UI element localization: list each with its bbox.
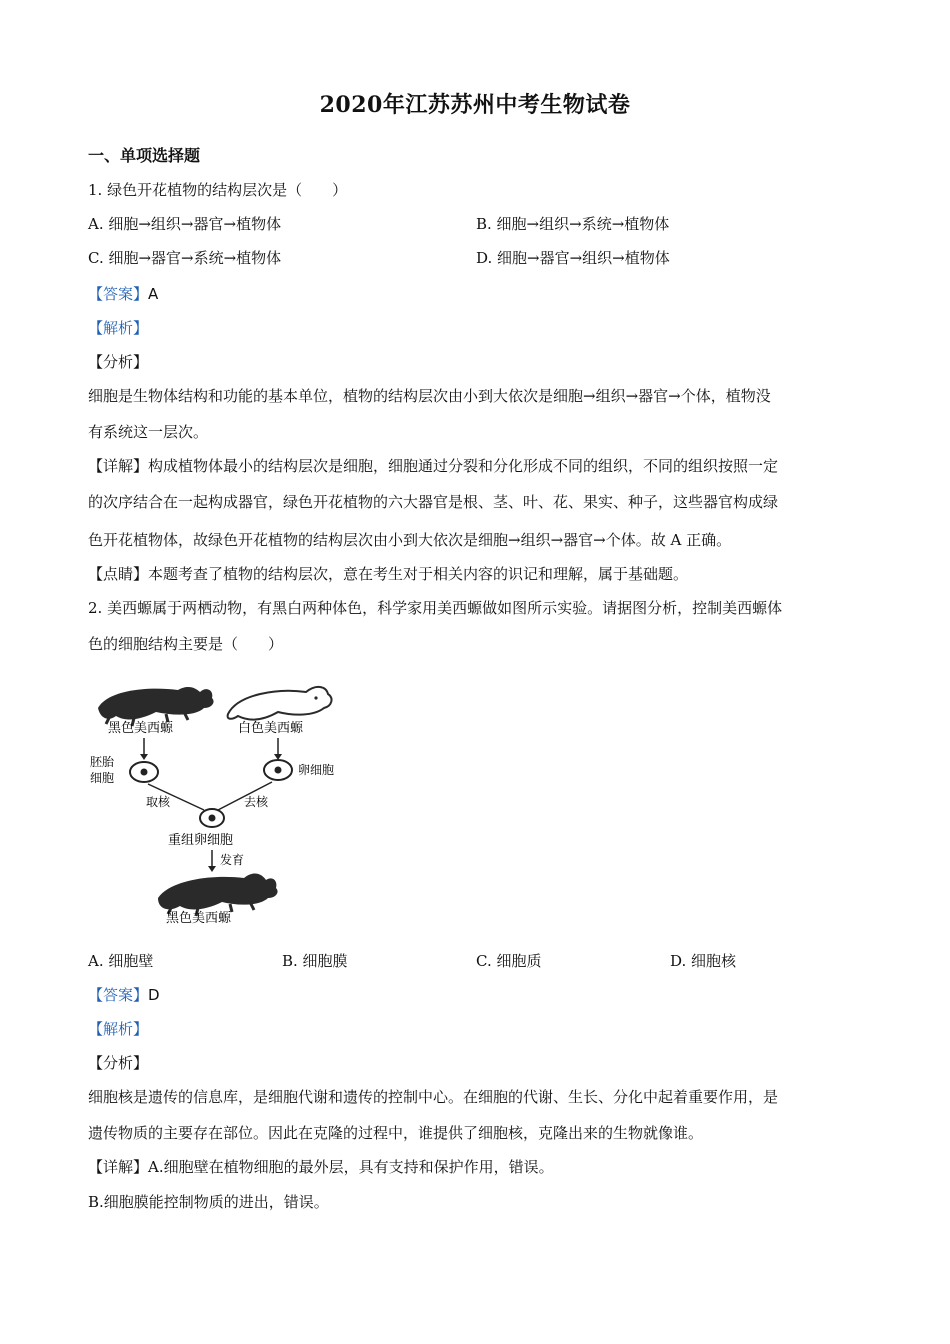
white-axolotl-label: 白色美西螈 (238, 721, 304, 736)
q1-fenxi-line-2: 有系统这一层次。 (88, 423, 209, 441)
q2-fenxi-tag: 【分析】 (88, 1054, 149, 1072)
q1-answer-value: A (148, 285, 159, 303)
q2-option-b: B. 细胞膜 (282, 952, 348, 970)
page-title: 2020年江苏苏州中考生物试卷 (319, 92, 631, 118)
q2-fenxi-line-2: 遗传物质的主要存在部位。因此在克隆的过程中，谁提供了细胞核，克隆出来的生物就像谁。 (88, 1124, 704, 1142)
embryo-cell-icon (130, 762, 158, 782)
q2-stem-line-2: 色的细胞结构主要是（ ） (88, 635, 284, 653)
q1-option-d: D. 细胞→器官→组织→植物体 (476, 249, 670, 267)
axolotl-experiment-figure (88, 676, 358, 932)
q2-jiexi-tag: 【解析】 (88, 1020, 149, 1038)
q1-option-a: A. 细胞→组织→器官→植物体 (88, 215, 282, 233)
q1-dianjing: 【点睛】本题考查了植物的结构层次，意在考生对于相关内容的识记和理解，属于基础题。 (88, 565, 689, 583)
black-axolotl-label: 黑色美西螈 (108, 721, 174, 736)
q2-option-a: A. 细胞壁 (88, 952, 154, 970)
q1-stem: 1. 绿色开花植物的结构层次是（ ） (88, 181, 348, 199)
q2-xiangjie-line-1: 【详解】A.细胞壁在植物细胞的最外层，具有支持和保护作用，错误。 (88, 1158, 554, 1176)
q2-fenxi-line-1: 细胞核是遗传的信息库，是细胞代谢和遗传的控制中心。在细胞的代谢、生长、分化中起着重要作用，是 (88, 1088, 779, 1106)
embryo-label-2: 细胞 (90, 771, 115, 785)
q1-xiangjie-line-3: 色开花植物体，故绿色开花植物的结构层次由小到大依次是细胞→组织→器官→个体。故 A 正确。 (88, 531, 732, 549)
q1-option-c: C. 细胞→器官→系统→植物体 (88, 249, 282, 267)
take-nucleus-label: 取核 (146, 795, 171, 809)
q1-fenxi-line-1: 细胞是生物体结构和功能的基本单位，植物的结构层次由小到大依次是细胞→组织→器官→个体，植物没 (88, 387, 771, 405)
q2-option-d: D. 细胞核 (670, 952, 737, 970)
recombined-egg-icon (200, 809, 224, 827)
remove-nucleus-label: 去核 (244, 795, 269, 809)
q1-fenxi-tag: 【分析】 (88, 353, 149, 371)
result-axolotl-label: 黑色美西螈 (166, 911, 232, 926)
q2-option-c: C. 细胞质 (476, 952, 542, 970)
section-heading: 一、单项选择题 (88, 146, 201, 165)
q2-answer-value: D (148, 986, 160, 1004)
embryo-label-1: 胚胎 (90, 755, 115, 769)
q1-xiangjie-line-2: 的次序结合在一起构成器官，绿色开花植物的六大器官是根、茎、叶、花、果实、种子，这些器官构成绿 (88, 493, 779, 511)
recombined-egg-label: 重组卵细胞 (168, 833, 234, 848)
q1-answer (88, 284, 868, 304)
develop-label: 发育 (220, 853, 245, 867)
q1-option-b: B. 细胞→组织→系统→植物体 (476, 215, 670, 233)
q2-stem-line-1: 2. 美西螈属于两栖动物，有黑白两种体色，科学家用美西螈做如图所示实验。请据图分析，控制美西螈体 (88, 599, 783, 617)
q1-jiexi-tag: 【解析】 (88, 319, 149, 337)
egg-cell-label: 卵细胞 (298, 763, 335, 777)
result-black-axolotl-icon (158, 874, 278, 916)
q1-xiangjie-line-1: 【详解】构成植物体最小的结构层次是细胞，细胞通过分裂和分化形成不同的组织，不同的组织按照一定 (88, 457, 779, 475)
egg-cell-icon (264, 760, 292, 780)
q2-answer-tag: 【答案】 (88, 986, 149, 1004)
q1-answer-tag: 【答案】 (88, 285, 149, 303)
white-axolotl-icon (228, 687, 332, 720)
q2-answer (88, 985, 868, 1005)
q2-xiangjie-line-2: B.细胞膜能控制物质的进出，错误。 (88, 1193, 329, 1211)
